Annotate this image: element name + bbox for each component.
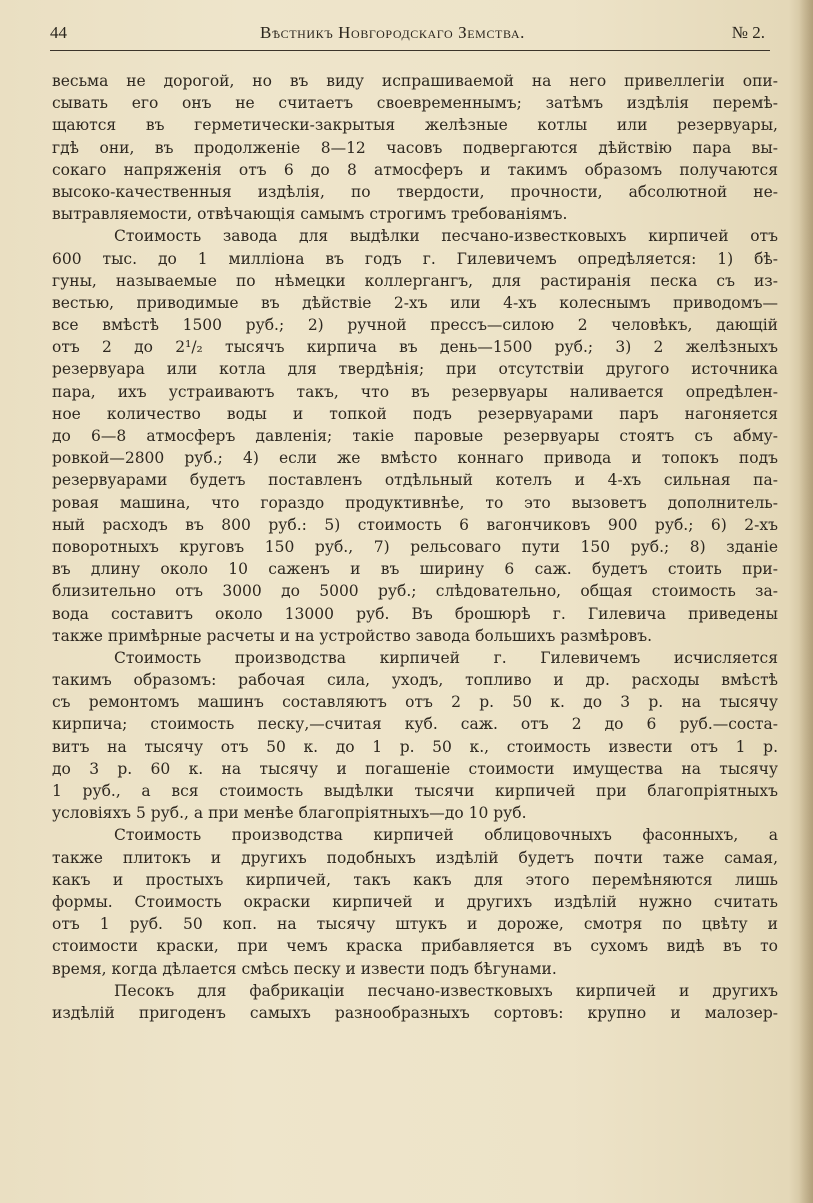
- text-line: гуны, называемые по нѣмецки коллергангъ, для растиранія песка съ из-: [52, 271, 778, 290]
- text-line: ное количество воды и топкой подъ резервуарами паръ нагоняется: [52, 404, 778, 423]
- text-line: вытравляемости, отвѣчающія самымъ строгимъ требованіямъ.: [52, 205, 568, 224]
- text-line: также примѣрные расчеты и на устройство завода большихъ размѣровъ.: [52, 626, 653, 645]
- text-line: такимъ образомъ: рабочая сила, уходъ, топливо и др. расходы вмѣстѣ: [52, 671, 778, 690]
- text-line: близительно отъ 3000 до 5000 руб.; слѣдовательно, общая стоимость за-: [52, 582, 778, 601]
- text-line: гдѣ они, въ продолженіе 8—12 часовъ подвергаются дѣйствію пара вы-: [52, 138, 778, 157]
- text-line: формы. Стоимость окраски кирпичей и другихъ издѣлій нужно считать: [52, 892, 778, 911]
- paragraph: [52, 647, 778, 825]
- page-number: 44: [50, 23, 67, 42]
- text-line: Стоимость производства кирпичей г. Гилевичемъ исчисляется: [114, 648, 778, 667]
- text-line: до 6—8 атмосферъ давленія; такіе паровые резервуары стоятъ съ абму-: [52, 427, 778, 445]
- text-line: 1 руб., а вся стоимость выдѣлки тысячи кирпичей при благопріятныхъ: [52, 782, 778, 800]
- body-text: [52, 70, 778, 1024]
- paragraph: [52, 824, 778, 979]
- text-line: сокаго напряженія отъ 6 до 8 атмосферъ и такимъ образомъ получаются: [52, 160, 778, 179]
- text-line: издѣлій пригоденъ самыхъ разнообразныхъ сортовъ: крупно и малозер-: [52, 1003, 778, 1022]
- text-line: ровкой—2800 руб.; 4) если же вмѣсто коннаго привода и топокъ подъ: [52, 449, 778, 468]
- paragraph: [52, 70, 778, 225]
- text-line: отъ 2 до 2¹/₂ тысячъ кирпича въ день—1500 руб.; 3) 2 желѣзныхъ: [52, 338, 778, 357]
- text-line: вода составитъ около 13000 руб. Въ брошюрѣ г. Гилевича приведены: [52, 604, 778, 623]
- journal-title: Вѣстникъ Новгородскаго Земства.: [260, 23, 525, 42]
- paragraph: [52, 980, 778, 1024]
- text-line: кирпича; стоимость песку,—считая куб. саж. отъ 2 до 6 руб.—соста-: [52, 715, 778, 734]
- text-line: весьма не дорогой, но въ виду испрашиваемой на него привеллегіи опи-: [52, 72, 778, 90]
- text-line: съ ремонтомъ машинъ составляютъ отъ 2 р. 50 к. до 3 р. на тысячу: [52, 693, 778, 712]
- text-line: какъ и простыхъ кирпичей, такъ какъ для этого перемѣняются лишь: [52, 870, 778, 889]
- text-line: 600 тыс. до 1 милліона въ годъ г. Гилевичемъ опредѣляется: 1) бѣ-: [52, 249, 778, 268]
- text-line: все вмѣстѣ 1500 руб.; 2) ручной прессъ—силою 2 человѣкъ, дающій: [52, 316, 778, 335]
- text-line: ный расходъ въ 800 руб.: 5) стоимость 6 вагончиковъ 900 руб.; 6) 2-хъ: [52, 515, 778, 534]
- text-line: въ длину около 10 саженъ и въ ширину 6 саж. будетъ стоить при-: [52, 560, 778, 579]
- header-rule: [50, 50, 770, 51]
- text-line: также плитокъ и другихъ подобныхъ издѣлій будетъ почти таже самая,: [52, 848, 778, 867]
- text-line: резервуара или котла для твердѣнія; при отсутствіи другого источника: [52, 360, 778, 379]
- running-header: [50, 23, 765, 47]
- text-line: условіяхъ 5 руб., а при менѣе благопріятныхъ—до 10 руб.: [52, 804, 527, 823]
- text-line: стоимости краски, при чемъ краска прибавляется въ сухомъ видѣ въ то: [52, 937, 778, 956]
- text-line: щаются въ герметически-закрытыя желѣзные котлы или резервуары,: [52, 116, 778, 135]
- text-line: отъ 1 руб. 50 коп. на тысячу штукъ и дороже, смотря по цвѣту и: [52, 915, 778, 934]
- text-line: высоко-качественныя издѣлія, по твердости, прочности, абсолютной не-: [52, 182, 778, 201]
- text-line: до 3 р. 60 к. на тысячу и погашеніе стоимости имущества на тысячу: [52, 759, 778, 778]
- text-line: Песокъ для фабрикаціи песчано-известковыхъ кирпичей и другихъ: [114, 981, 778, 1000]
- text-line: сывать его онъ не считаетъ своевременнымъ; затѣмъ издѣлія перемѣ-: [52, 94, 778, 113]
- text-line: витъ на тысячу отъ 50 к. до 1 р. 50 к., стоимость извести отъ 1 р.: [52, 737, 778, 756]
- paragraph: [52, 225, 778, 647]
- text-line: ровая машина, что гораздо продуктивнѣе, то это вызоветъ дополнитель-: [52, 493, 778, 512]
- text-line: вестью, приводимые въ дѣйствіе 2-хъ или 4-хъ колеснымъ приводомъ—: [52, 293, 778, 312]
- text-line: пара, ихъ устраиваютъ такъ, что въ резервуары наливается опредѣлен-: [52, 382, 778, 401]
- text-line: время, когда дѣлается смѣсь песку и извести подъ бѣгунами.: [52, 959, 557, 978]
- text-line: поворотныхъ круговъ 150 руб., 7) рельсоваго пути 150 руб.; 8) зданіе: [52, 537, 778, 556]
- text-line: Стоимость производства кирпичей облицовочныхъ фасонныхъ, а: [114, 826, 778, 845]
- issue-number: № 2.: [731, 23, 765, 42]
- text-line: Стоимость завода для выдѣлки песчано-известковыхъ кирпичей отъ: [114, 227, 778, 246]
- text-line: резервуарами будетъ поставленъ отдѣльный котелъ и 4-хъ сильная па-: [52, 471, 778, 490]
